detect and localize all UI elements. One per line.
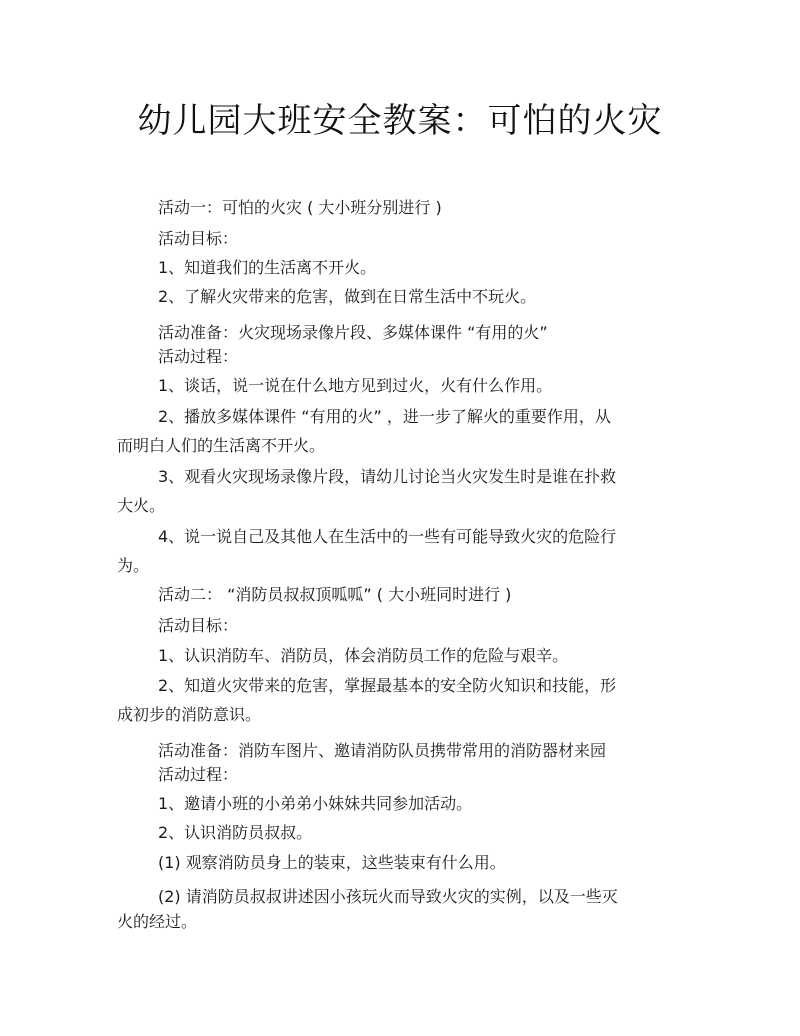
activity-1-goals-label: 活动目标： (158, 229, 239, 248)
activity-1-step-2: 2、播放多媒体课件 “有用的火” ，进一步了解火的重要作用，从 (158, 407, 611, 426)
activity-2-goal-2: 2、知道火灾带来的危害，掌握最基本的安全防火知识和技能，形 (158, 676, 617, 695)
activity-1-goal-2: 2、了解火灾带来的危害，做到在日常生活中不玩火。 (158, 287, 537, 306)
activity-2-step-1: 1、邀请小班的小弟弟小妹妹共同参加活动。 (158, 794, 473, 813)
activity-2-step-2: 2、认识消防员叔叔。 (158, 823, 313, 842)
activity-1-heading: 活动一：可怕的火灾 ( 大小班分别进行 ) (158, 198, 442, 217)
activity-1-goal-1: 1、知道我们的生活离不开火。 (158, 258, 377, 277)
activity-1-step-2-cont: 而明白人们的生活离不开火。 (117, 436, 326, 455)
activity-2-goals-label: 活动目标： (158, 616, 239, 635)
activity-2-substep-1: (1) 观察消防员身上的装束，这些装束有什么用。 (158, 853, 506, 872)
activity-2-goal-2-cont: 成初步的消防意识。 (117, 705, 262, 724)
activity-2-heading: 活动二： “消防员叔叔顶呱呱” ( 大小班同时进行 ) (158, 585, 512, 604)
activity-2-preparation: 活动准备：消防车图片、邀请消防队员携带常用的消防器材来园 (158, 741, 607, 760)
activity-1-step-4-cont: 为。 (117, 556, 150, 575)
activity-2-goal-1: 1、认识消防车、消防员，体会消防员工作的危险与艰辛。 (158, 646, 569, 665)
activity-1-process-label: 活动过程： (158, 347, 239, 366)
activity-1-step-3: 3、观看火灾现场录像片段，请幼儿讨论当火灾发生时是谁在扑救 (158, 467, 617, 486)
document-title: 幼儿园大班安全教案：可怕的火灾 (137, 101, 663, 141)
activity-2-substep-2: (2) 请消防员叔叔讲述因小孩玩火而导致火灾的实例，以及一些灭 (158, 887, 618, 906)
activity-1-step-4: 4、说一说自己及其他人在生活中的一些有可能导致火灾的危险行 (158, 527, 617, 546)
activity-1-step-1: 1、谈话，说一说在什么地方见到过火，火有什么作用。 (158, 376, 553, 395)
activity-2-process-label: 活动过程： (158, 765, 239, 784)
activity-1-preparation: 活动准备：火灾现场录像片段、多媒体课件 “有用的火” (158, 323, 548, 342)
activity-2-substep-2-cont: 火的经过。 (117, 912, 198, 931)
activity-1-step-3-cont: 大火。 (117, 496, 166, 515)
